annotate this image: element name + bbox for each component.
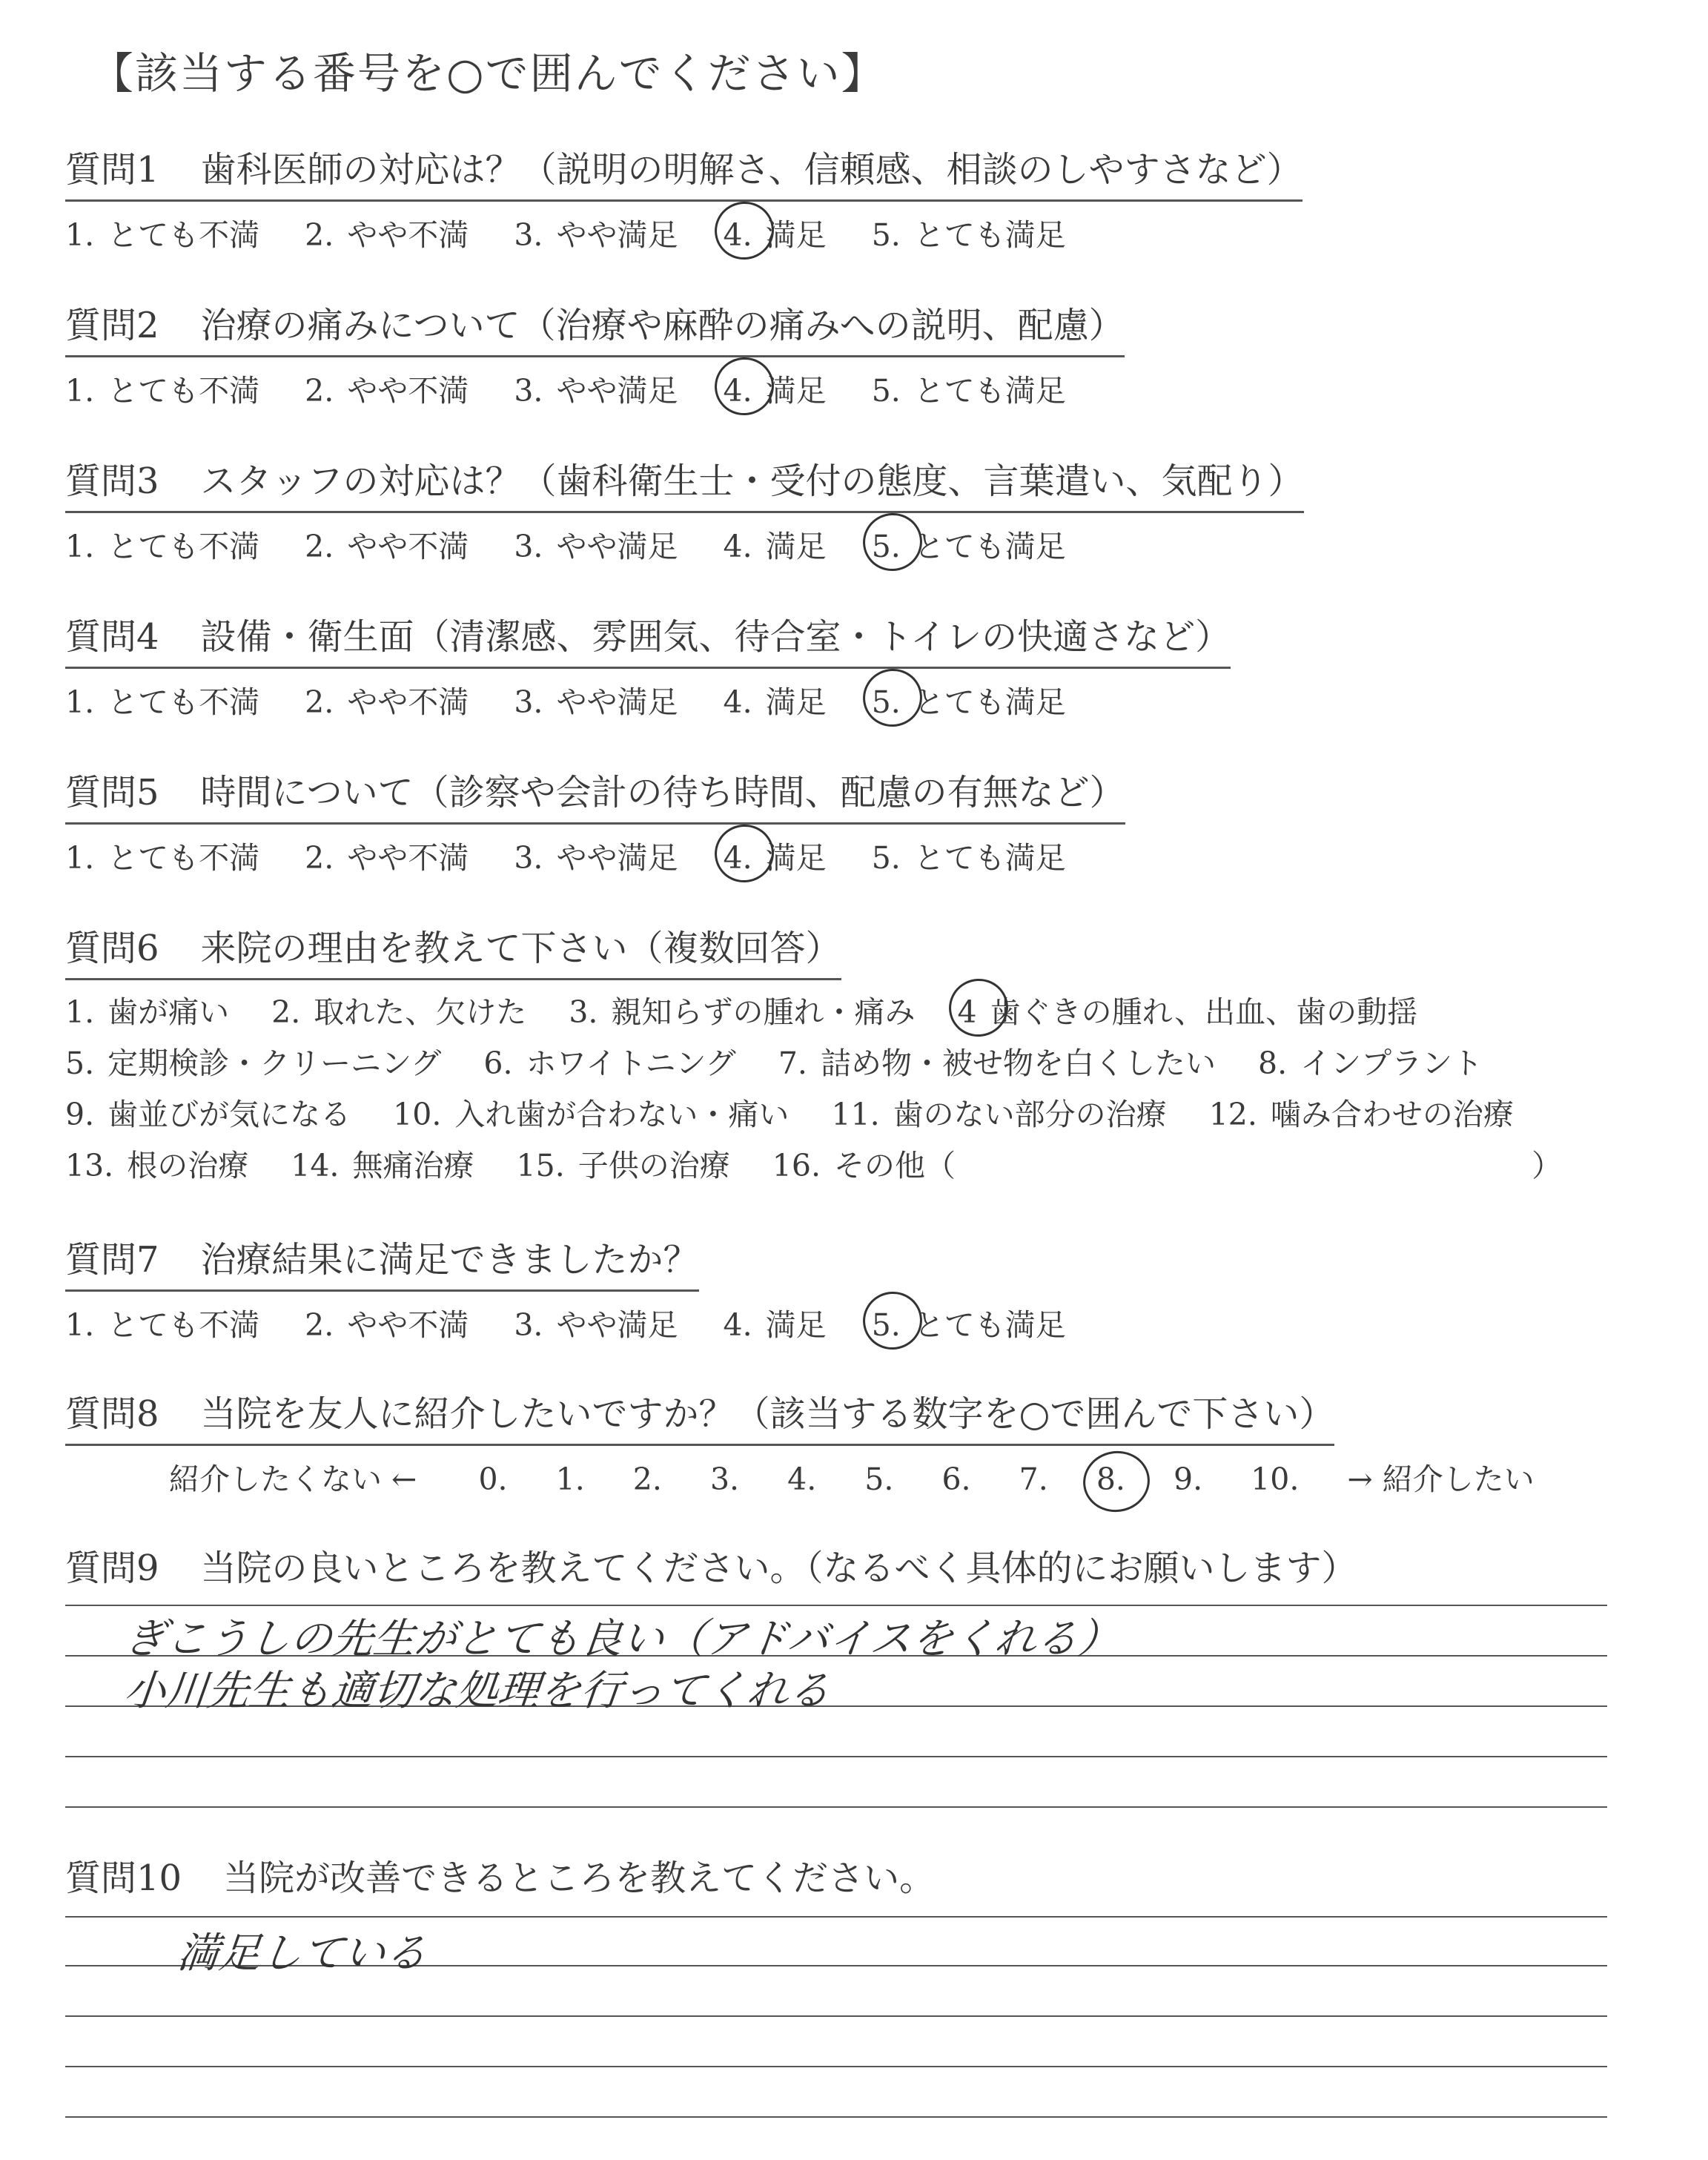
question-text: 来院の理由を教えて下さい（複数回答） xyxy=(200,928,841,969)
rating-options xyxy=(65,522,1304,566)
question-6 xyxy=(65,919,1562,1185)
question-number: 質問9 xyxy=(65,1548,159,1589)
question-7-header xyxy=(65,1231,699,1292)
scale-3[interactable]: 3. xyxy=(709,1462,740,1497)
option-5[interactable]: 5. とても満足 xyxy=(871,840,1066,876)
handwritten-answer-q9-line1: ぎこうしの先生がとても良い（アドバイスをくれる） xyxy=(122,1615,1122,1663)
question-number: 質問1 xyxy=(65,149,159,191)
scale-7[interactable]: 7. xyxy=(1019,1462,1048,1497)
reason-option[interactable]: 8. インプラント xyxy=(1258,1046,1483,1081)
option-1[interactable]: 1. とても不満 xyxy=(65,529,260,564)
option-2[interactable]: 2. やや不満 xyxy=(305,1307,469,1343)
question-text: 治療の痛みについて（治療や麻酔の痛みへの説明、配慮） xyxy=(200,305,1125,346)
reason-option[interactable]: 6. ホワイトニング xyxy=(483,1046,736,1081)
question-number: 質問4 xyxy=(65,616,159,658)
question-number: 質問3 xyxy=(65,460,159,502)
option-1[interactable]: 1. とても不満 xyxy=(65,217,260,253)
option-2[interactable]: 2. やや不満 xyxy=(305,840,469,876)
question-8-header xyxy=(65,1385,1334,1446)
scale-8-circled[interactable]: 8. xyxy=(1096,1462,1125,1497)
scale-6[interactable]: 6. xyxy=(941,1462,971,1497)
question-number: 質問2 xyxy=(65,305,159,346)
option-5[interactable]: 5. とても満足 xyxy=(871,217,1066,253)
answer-line xyxy=(65,2116,1607,2118)
option-1[interactable]: 1. とても不満 xyxy=(65,684,260,720)
option-2[interactable]: 2. やや不満 xyxy=(305,529,469,564)
question-1 xyxy=(65,141,1302,254)
question-4 xyxy=(65,608,1231,721)
option-2[interactable]: 2. やや不満 xyxy=(305,373,469,409)
answer-line xyxy=(65,1806,1607,1808)
reason-option[interactable]: 10. 入れ歯が合わない・痛い xyxy=(393,1097,790,1132)
reason-option[interactable]: 7. 詰め物・被せ物を白くしたい xyxy=(778,1046,1216,1081)
question-text: 設備・衛生面（清潔感、雰囲気、待合室・トイレの快適さなど） xyxy=(200,616,1231,658)
answer-line xyxy=(65,2066,1607,2067)
option-1[interactable]: 1. とても不満 xyxy=(65,1307,260,1343)
option-4-circled[interactable]: 4. 満足 xyxy=(724,833,827,877)
scale-left-label: 紹介したくない ← xyxy=(169,1462,417,1497)
question-3-header xyxy=(65,452,1304,513)
reason-option-other[interactable]: 16. その他（ xyxy=(772,1148,956,1183)
scale-10[interactable]: 10. xyxy=(1251,1462,1300,1497)
option-3[interactable]: 3. やや満足 xyxy=(514,373,678,409)
handwritten-answer-q9-line2: 小川先生も適切な処理を行ってくれる xyxy=(122,1667,833,1715)
option-3[interactable]: 3. やや満足 xyxy=(514,840,678,876)
question-text: 当院が改善できるところを教えてください。 xyxy=(223,1857,936,1899)
question-1-header xyxy=(65,141,1302,202)
reason-option-circled[interactable]: 4 歯ぐきの腫れ、出血、歯の動揺 xyxy=(958,988,1418,1031)
reason-option[interactable]: 12. 噛み合わせの治療 xyxy=(1208,1097,1514,1132)
answer-line xyxy=(65,1916,1607,1918)
reason-option[interactable]: 11. 歯のない部分の治療 xyxy=(831,1097,1167,1132)
question-2-header xyxy=(65,297,1125,357)
question-number: 質問5 xyxy=(65,772,159,813)
question-5-header xyxy=(65,764,1125,825)
answer-line xyxy=(65,1756,1607,1757)
question-number: 質問6 xyxy=(65,928,159,969)
form-title: 【該当する番号を○で囲んでください】 xyxy=(90,48,886,99)
reason-option[interactable]: 5. 定期検診・クリーニング xyxy=(65,1046,442,1081)
reason-option[interactable]: 3. 親知らずの腫れ・痛み xyxy=(569,994,916,1030)
scale-9[interactable]: 9. xyxy=(1173,1462,1203,1497)
scale-5[interactable]: 5. xyxy=(864,1462,894,1497)
rating-options xyxy=(65,678,1231,721)
rating-options xyxy=(65,211,1302,254)
option-4[interactable]: 4. 満足 xyxy=(723,684,827,720)
question-4-header xyxy=(65,608,1231,669)
reason-row-1 xyxy=(65,988,1562,1031)
question-text: 当院の良いところを教えてください。（なるべく具体的にお願いします） xyxy=(200,1548,1357,1589)
option-2[interactable]: 2. やや不満 xyxy=(305,684,469,720)
option-3[interactable]: 3. やや満足 xyxy=(514,684,678,720)
rating-options xyxy=(65,833,1125,877)
handwritten-answer-q10: 満足している xyxy=(175,1929,429,1978)
option-4[interactable]: 4. 満足 xyxy=(723,529,827,564)
question-10 xyxy=(65,1849,935,1908)
option-1[interactable]: 1. とても不満 xyxy=(65,373,260,409)
other-close-paren: ） xyxy=(1532,1148,1563,1183)
recommend-scale xyxy=(65,1455,1535,1499)
reason-option[interactable]: 2. 取れた、欠けた xyxy=(271,994,527,1030)
question-6-header xyxy=(65,919,841,980)
question-3 xyxy=(65,452,1304,566)
question-9-header xyxy=(65,1539,1357,1598)
reason-option[interactable]: 9. 歯並びが気になる xyxy=(65,1097,351,1132)
option-3[interactable]: 3. やや満足 xyxy=(514,217,678,253)
rating-options xyxy=(65,366,1125,410)
scale-0[interactable]: 0. xyxy=(478,1462,508,1497)
question-8 xyxy=(65,1385,1535,1499)
question-10-header xyxy=(65,1849,935,1908)
option-4[interactable]: 4. 満足 xyxy=(723,1307,827,1343)
reason-option[interactable]: 1. 歯が痛い xyxy=(65,994,230,1030)
reason-option[interactable]: 14. 無痛治療 xyxy=(291,1148,474,1183)
reason-option[interactable]: 13. 根の治療 xyxy=(65,1148,249,1183)
option-2[interactable]: 2. やや不満 xyxy=(305,217,469,253)
option-4-circled[interactable]: 4. 満足 xyxy=(724,366,827,410)
answer-line xyxy=(65,2015,1607,2017)
reason-row-4 xyxy=(65,1141,1562,1185)
rating-options xyxy=(65,1301,1102,1344)
option-5-circled[interactable]: 5. とても満足 xyxy=(872,522,1066,566)
question-number: 質問10 xyxy=(65,1857,182,1899)
question-text: スタッフの対応は？（歯科衛生士・受付の態度、言葉遣い、気配り） xyxy=(200,460,1304,502)
option-5-circled[interactable]: 5. とても満足 xyxy=(872,1301,1066,1344)
question-2 xyxy=(65,297,1125,410)
question-number: 質問7 xyxy=(65,1239,159,1281)
question-text: 治療結果に満足できましたか？ xyxy=(200,1239,699,1281)
reason-option[interactable]: 15. 子供の治療 xyxy=(516,1148,730,1183)
question-9 xyxy=(65,1539,1357,1598)
scale-4[interactable]: 4. xyxy=(787,1462,817,1497)
question-text: 時間について（診察や会計の待ち時間、配慮の有無など） xyxy=(200,772,1125,813)
scale-1[interactable]: 1. xyxy=(555,1462,585,1497)
option-3[interactable]: 3. やや満足 xyxy=(514,1307,678,1343)
question-number: 質問8 xyxy=(65,1393,159,1435)
scale-2[interactable]: 2. xyxy=(632,1462,662,1497)
scale-right-label: → 紹介したい xyxy=(1347,1462,1535,1497)
reason-row-2 xyxy=(65,1039,1562,1083)
option-5[interactable]: 5. とても満足 xyxy=(871,373,1066,409)
option-3[interactable]: 3. やや満足 xyxy=(514,529,678,564)
option-1[interactable]: 1. とても不満 xyxy=(65,840,260,876)
option-5-circled[interactable]: 5. とても満足 xyxy=(872,678,1066,721)
reason-row-3 xyxy=(65,1090,1562,1134)
question-text: 歯科医師の対応は？（説明の明解さ、信頼感、相談のしやすさなど） xyxy=(200,149,1302,191)
question-text: 当院を友人に紹介したいですか？（該当する数字を○で囲んで下さい） xyxy=(200,1393,1335,1435)
option-4-circled[interactable]: 4. 満足 xyxy=(724,211,827,254)
question-7 xyxy=(65,1231,1102,1344)
question-5 xyxy=(65,764,1125,877)
